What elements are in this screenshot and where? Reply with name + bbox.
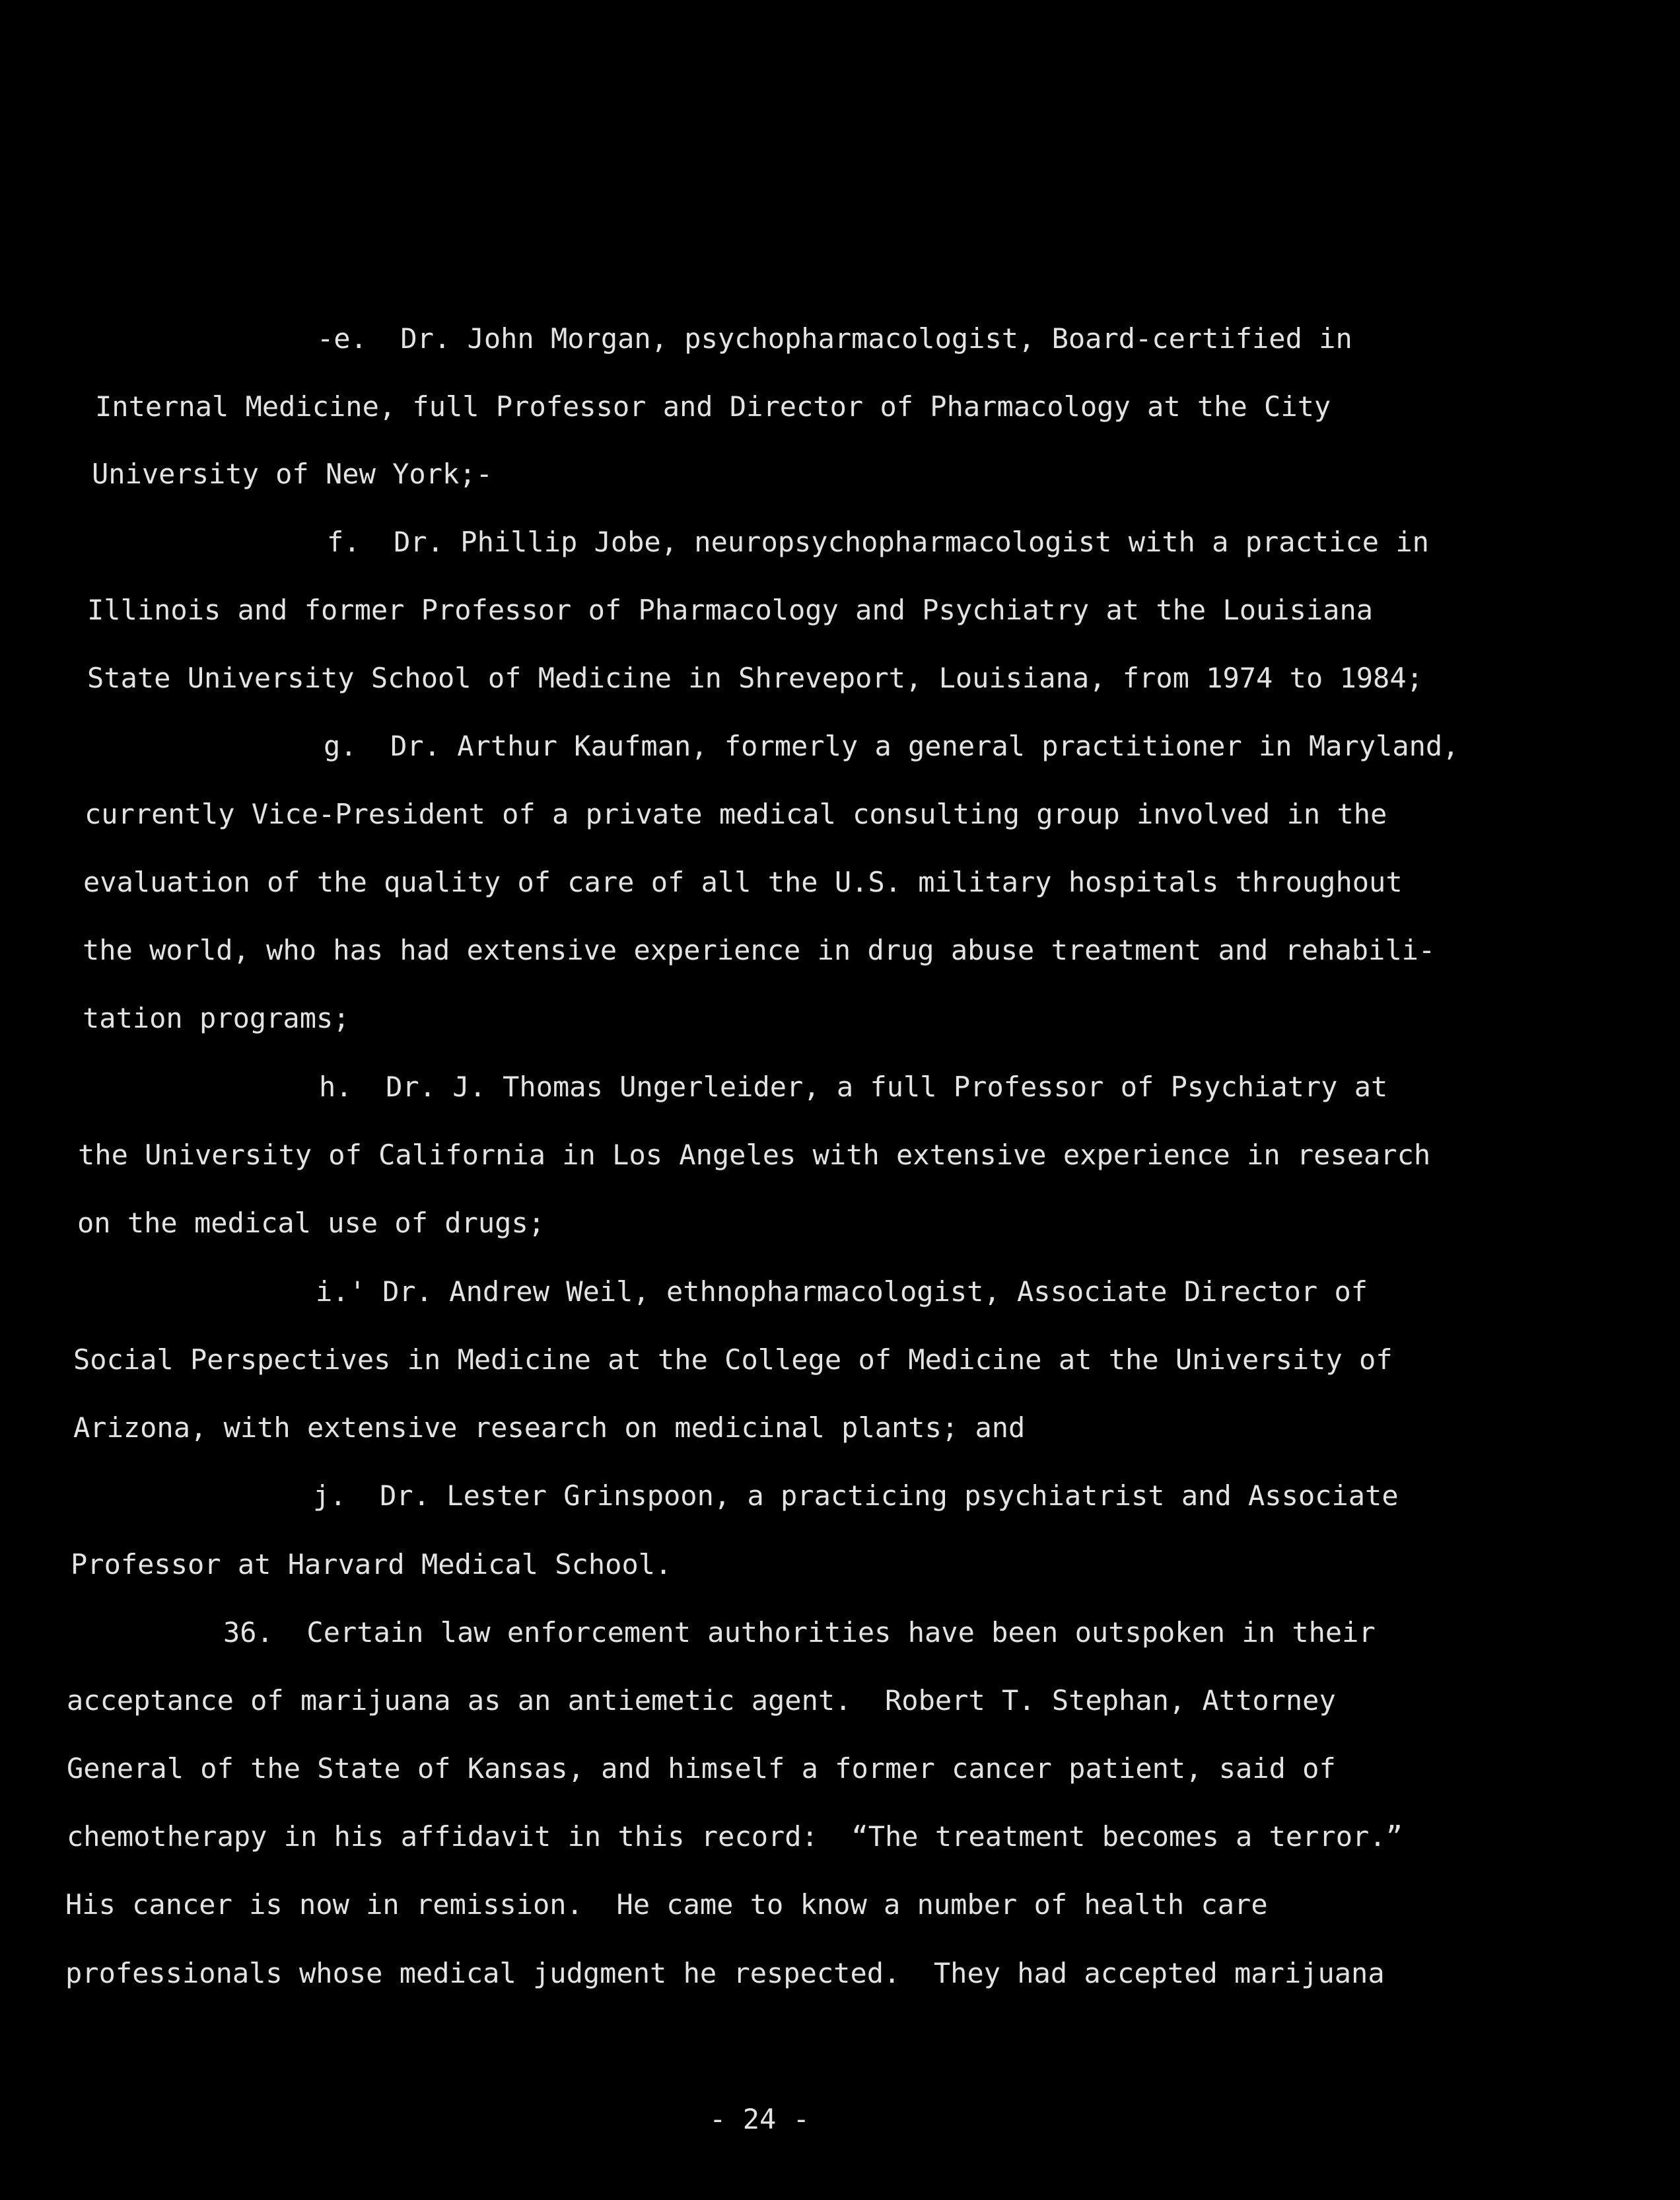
text-line: Illinois and former Professor of Pharmacology and Psychiatry at the Louisiana — [87, 594, 1374, 626]
text-line: on the medical use of drugs; — [77, 1207, 545, 1239]
text-line: i.' Dr. Andrew Weil, ethnopharmacologist, Associate Director of — [316, 1275, 1368, 1308]
text-line: g. Dr. Arthur Kaufman, formerly a general practitioner in Maryland, — [324, 730, 1459, 762]
text-line: tation programs; — [83, 1002, 350, 1034]
text-line: Social Perspectives in Medicine at the College of Medicine at the University of — [73, 1343, 1393, 1376]
text-line: 36. Certain law enforcement authorities have been outspoken in their — [223, 1616, 1376, 1649]
text-line: General of the State of Kansas, and himself a former cancer patient, said of — [67, 1752, 1336, 1785]
text-line: f. Dr. Phillip Jobe, neuropsychopharmacologist with a practice in — [327, 526, 1429, 558]
text-line: -e. Dr. John Morgan, psychopharmacologist, Board-certified in — [317, 322, 1352, 355]
text-line: University of New York;- — [92, 458, 493, 490]
text-line: chemotherapy in his affidavit in this record: “The treatment becomes a terror.” — [67, 1820, 1403, 1853]
text-line: the University of California in Los Angeles with extensive experience in research — [78, 1139, 1431, 1171]
page-number: - 24 - — [709, 2103, 810, 2135]
text-line: His cancer is now in remission. He came to know a number of health care — [65, 1888, 1268, 1921]
text-line: j. Dr. Lester Grinspoon, a practicing psychiatrist and Associate — [313, 1479, 1399, 1512]
text-line: currently Vice-President of a private medical consulting group involved in the — [85, 798, 1387, 830]
text-line: Internal Medicine, full Professor and Director of Pharmacology at the City — [95, 390, 1331, 423]
text-line: the world, who has had extensive experience in drug abuse treatment and rehabili- — [83, 934, 1436, 966]
text-line: Arizona, with extensive research on medicinal plants; and — [73, 1411, 1026, 1444]
text-line: professionals whose medical judgment he respected. They had accepted marijuana — [65, 1957, 1385, 1989]
text-line: h. Dr. J. Thomas Ungerleider, a full Professor of Psychiatry at — [319, 1071, 1388, 1103]
text-line: acceptance of marijuana as an antiemetic agent. Robert T. Stephan, Attorney — [67, 1684, 1336, 1717]
text-line: Professor at Harvard Medical School. — [71, 1548, 672, 1580]
text-line: State University School of Medicine in Shreveport, Louisiana, from 1974 to 1984; — [87, 662, 1423, 694]
text-line: evaluation of the quality of care of all the U.S. military hospitals throughout — [83, 866, 1403, 898]
